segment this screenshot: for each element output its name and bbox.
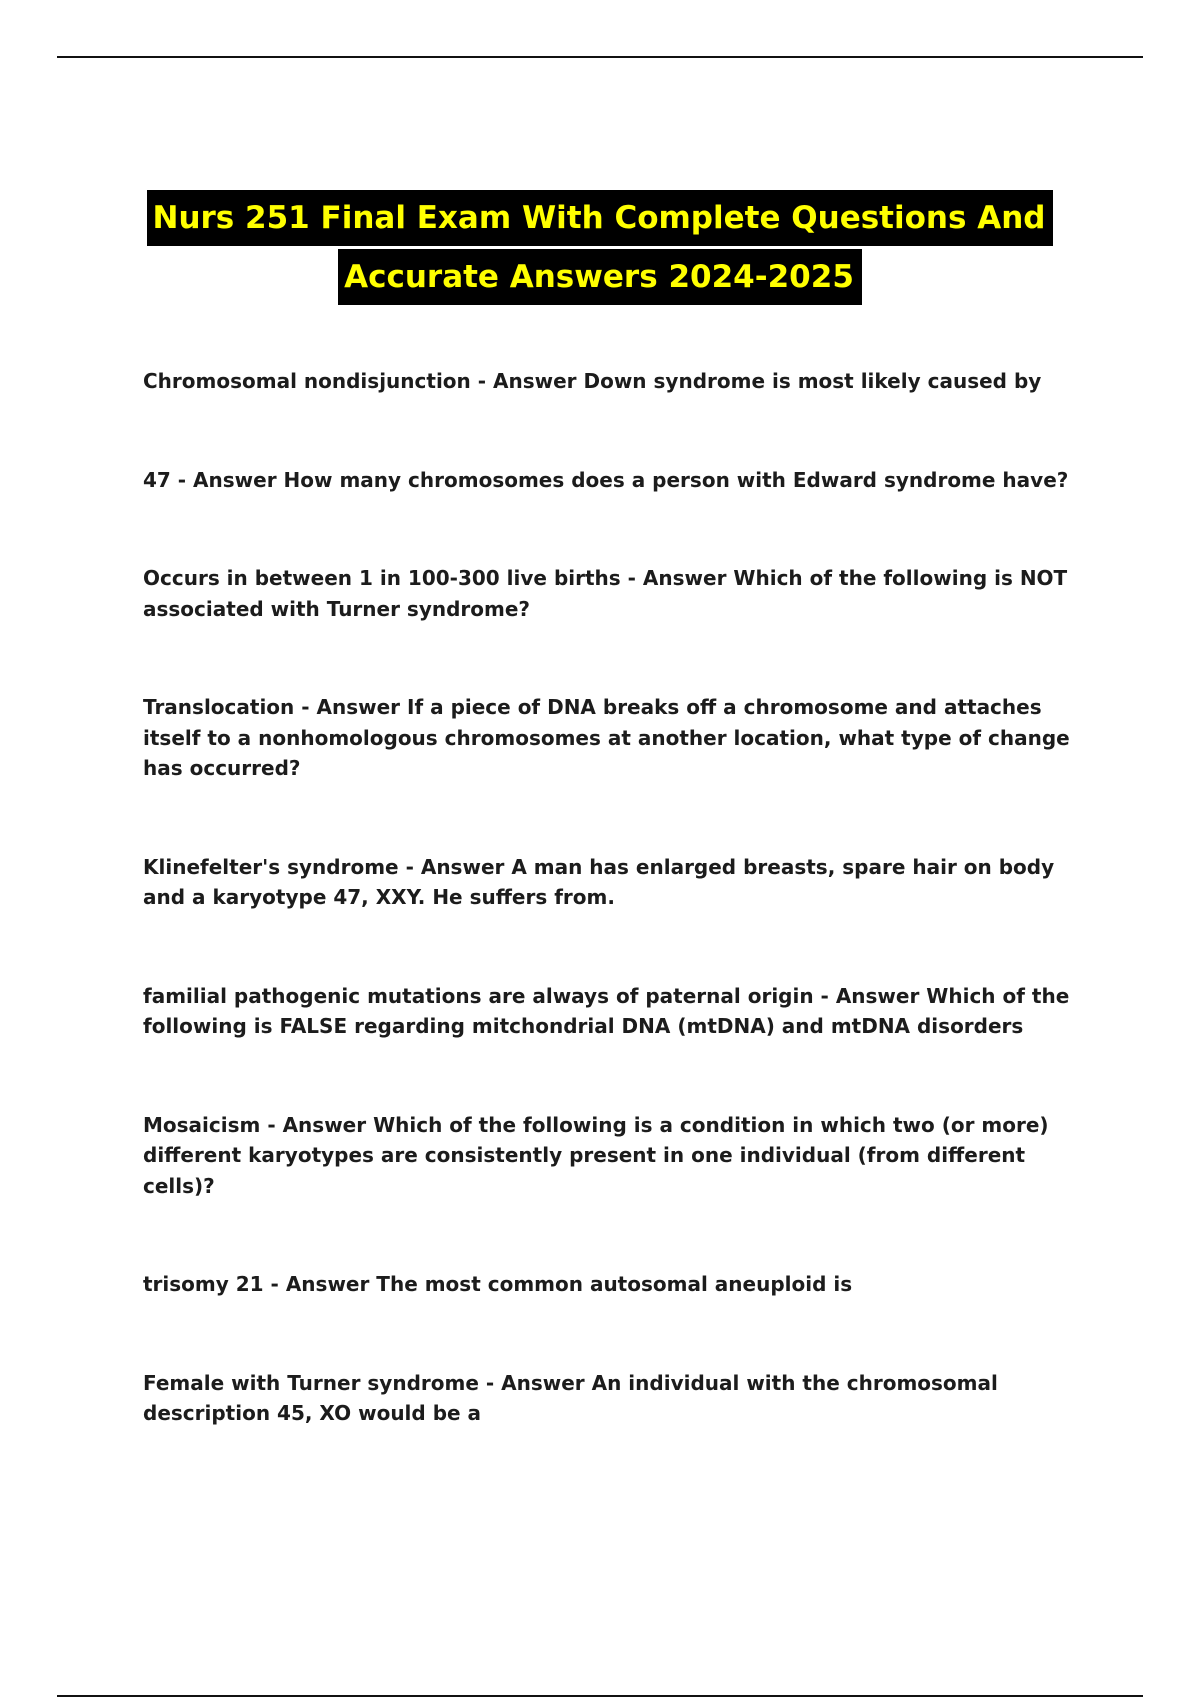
qa-list — [143, 366, 1103, 1429]
qa-item: 47 - Answer How many chromosomes does a person with Edward syndrome have? — [143, 467, 1069, 492]
title-line-1: Nurs 251 Final Exam With Complete Questions And — [147, 190, 1054, 246]
qa-item: Translocation - Answer If a piece of DNA breaks off a chromosome and attaches itself to a nonhomologous chromosomes at another location, what type of change has occurred? — [143, 695, 1070, 780]
top-rule — [57, 56, 1143, 58]
qa-item: trisomy 21 - Answer The most common autosomal aneuploid is — [143, 1272, 853, 1296]
title-line-2: Accurate Answers 2024-2025 — [338, 249, 862, 305]
qa-item: Occurs in between 1 in 100-300 live births - Answer Which of the following is NOT associated with Turner syndrome? — [143, 566, 1068, 621]
qa-item: Chromosomal nondisjunction - Answer Down syndrome is most likely caused by — [143, 369, 1042, 393]
document-title — [0, 190, 1200, 308]
qa-item: Mosaicism - Answer Which of the following is a condition in which two (or more) different karyotypes are consistently present in one individual (from different cells)? — [143, 1112, 1049, 1198]
qa-item: Female with Turner syndrome - Answer An individual with the chromosomal description 45, XO would be a — [143, 1370, 998, 1425]
bottom-rule — [57, 1695, 1143, 1697]
qa-item: familial pathogenic mutations are always of paternal origin - Answer Which of the following is FALSE regarding mitchondrial DNA (mtDNA) and mtDNA disorders — [143, 983, 1070, 1038]
qa-item: Klinefelter's syndrome - Answer A man has enlarged breasts, spare hair on body and a karyotype 47, XXY. He suffers from. — [143, 854, 1055, 909]
